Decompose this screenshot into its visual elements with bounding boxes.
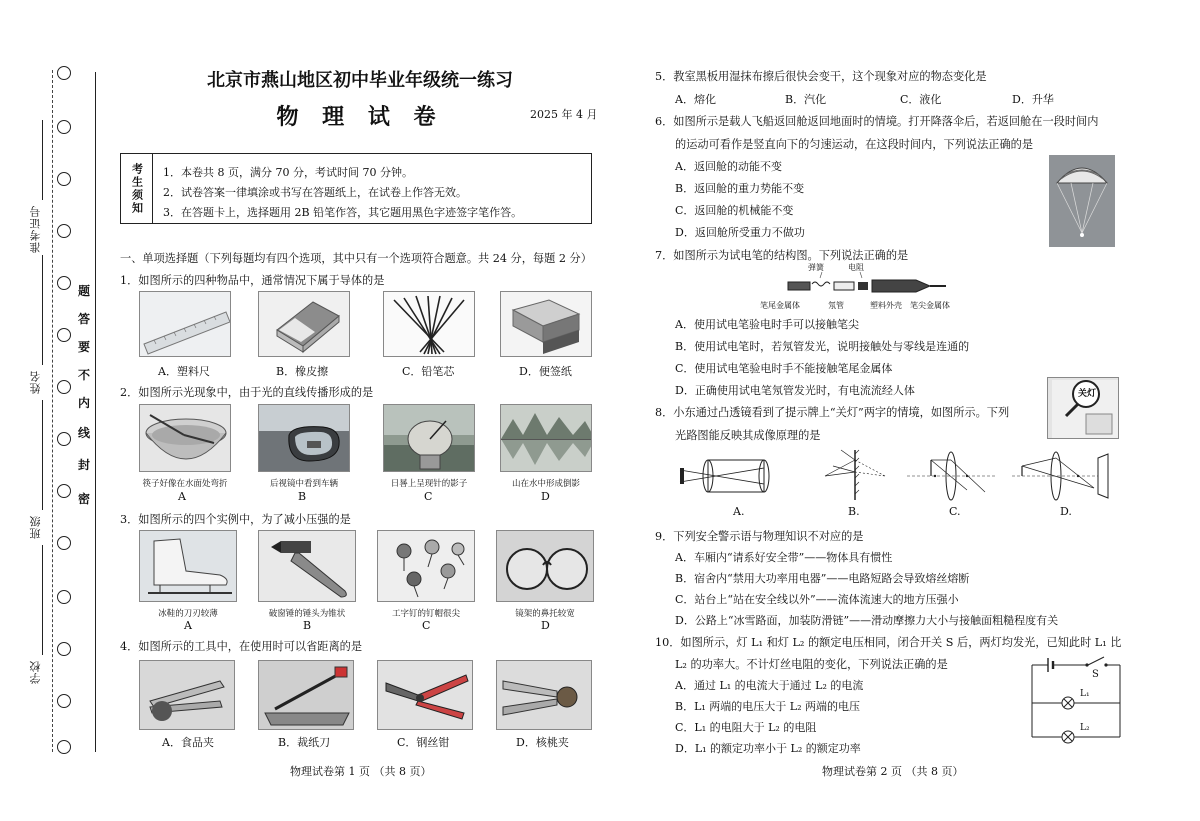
glasses-image — [496, 530, 594, 602]
q3-option-b[interactable]: B — [303, 619, 312, 632]
q6-option-a[interactable]: A．返回舱的动能不变 — [675, 160, 782, 173]
q2-option-d[interactable]: D — [541, 490, 550, 503]
class-underline — [42, 400, 43, 510]
q2-caption-c: 日晷上呈现针的影子 — [390, 479, 468, 489]
label-class: 班级 — [29, 515, 42, 539]
q2-caption-d: 山在水中形成倒影 — [511, 479, 580, 489]
q2-caption-b: 后视镜中看到车辆 — [269, 479, 338, 489]
nutcracker-image — [496, 660, 592, 730]
seal-char: 线 — [78, 426, 91, 440]
seal-char: 要 — [78, 340, 91, 354]
rear-mirror-image — [258, 404, 350, 472]
q1-option-c[interactable]: C．铅笔芯 — [402, 365, 455, 378]
q9-option-b[interactable]: B．宿舍内“禁用大功率用电器”——电路短路会导致熔丝熔断 — [675, 572, 970, 585]
q2-option-b[interactable]: B — [298, 490, 307, 503]
notice-item: 3．在答题卡上，选择题用 2B 铅笔作答，其它题用黑色字迹签字笔作答。 — [163, 206, 523, 219]
school-underline — [42, 545, 43, 655]
q10-option-b[interactable]: B．L₁ 两端的电压大于 L₂ 两端的电压 — [675, 700, 861, 713]
circuit-label-l2: L₂ — [1080, 723, 1090, 733]
q7-option-c[interactable]: C．使用试电笔验电时手不能接触笔尾金属体 — [675, 362, 893, 375]
binding-hole — [57, 694, 71, 708]
q5-option-d[interactable]: D．升华 — [1012, 93, 1054, 106]
question-4: 4．如图所示的工具中，在使用时可以省距离的是 — [120, 640, 363, 653]
q9-option-d[interactable]: D．公路上“冰雪路面，加装防滑链”——滑动摩擦力大小与接触面粗糙程度有关 — [675, 614, 1059, 627]
question-3: 3．如图所示的四个实例中，为了减小压强的是 — [120, 513, 351, 526]
question-8-line-2: 光路图能反映其成像原理的是 — [675, 429, 821, 442]
binding-hole — [57, 590, 71, 604]
q7-option-a[interactable]: A．使用试电笔验电时手可以接触笔尖 — [675, 318, 859, 331]
q1-option-a[interactable]: A．塑料尺 — [158, 365, 210, 378]
seal-char: 内 — [78, 396, 91, 410]
q3-caption-d: 镜架的鼻托较宽 — [515, 609, 575, 619]
binding-hole — [57, 276, 71, 290]
pen-part-tail-metal: 笔尾金属体 — [760, 301, 800, 310]
q10-option-c[interactable]: C．L₁ 的电阻大于 L₂ 的电阻 — [675, 721, 817, 734]
q9-option-a[interactable]: A．车厢内“请系好安全带”——物体具有惯性 — [675, 551, 893, 564]
parachute-capsule-image — [1049, 155, 1115, 247]
subject-title: 物 理 试 卷 — [276, 104, 444, 130]
exam-date: 2025 年 4 月 — [530, 108, 598, 121]
q4-option-b[interactable]: B．裁纸刀 — [278, 736, 331, 749]
question-10-line-1: 10．如图所示，灯 L₁ 和灯 L₂ 的额定电压相同，闭合开关 S 后，两灯均发光，已知此时 L₁ 比 — [655, 636, 1122, 649]
page-2-footer: 物理试卷第 2 页 （共 8 页） — [822, 765, 964, 778]
seal-char: 答 — [78, 312, 91, 326]
push-pins-image — [377, 530, 475, 602]
binding-hole — [57, 536, 71, 550]
label-name: 姓名 — [29, 370, 42, 394]
binding-hole — [57, 66, 71, 80]
question-9: 9．下列安全警示语与物理知识不对应的是 — [655, 530, 864, 543]
paper-cutter-image — [258, 660, 354, 730]
notice-list — [163, 163, 522, 223]
pen-part-tip-metal: 笔尖金属体 — [910, 301, 950, 310]
section-heading: 一、单项选择题（下列每题均有四个选项，其中只有一个选项符合题意。共 24 分，每题 2 分） — [120, 252, 592, 265]
seal-line — [95, 72, 96, 752]
q5-option-a[interactable]: A．熔化 — [675, 93, 716, 106]
q7-option-d[interactable]: D．正确使用试电笔氖管发光时，有电流流经人体 — [675, 384, 915, 397]
pencil-lead-image — [383, 291, 475, 357]
q3-caption-c: 工字钉的钉帽很尖 — [391, 609, 460, 619]
q2-option-c[interactable]: C — [424, 490, 433, 503]
q3-option-a[interactable]: A — [184, 619, 192, 632]
pen-part-plastic-shell: 塑料外壳 — [870, 301, 902, 310]
magnifier-sign-image — [1047, 377, 1119, 439]
circuit-label-l1: L₁ — [1080, 689, 1090, 699]
q4-option-a[interactable]: A．食品夹 — [162, 736, 214, 749]
q4-option-d[interactable]: D．核桃夹 — [516, 736, 569, 749]
label-exam-id: 准考证号 — [29, 205, 42, 253]
seal-char: 题 — [78, 284, 91, 298]
cut-line — [52, 70, 53, 752]
notice-item: 1．本卷共 8 页，满分 70 分，考试时间 70 分钟。 — [163, 166, 413, 179]
binding-hole — [57, 740, 71, 754]
q10-option-a[interactable]: A．通过 L₁ 的电流大于通过 L₂ 的电流 — [675, 679, 864, 692]
binding-hole — [57, 120, 71, 134]
seal-char: 不 — [78, 368, 91, 382]
binding-hole — [57, 328, 71, 342]
binding-hole — [57, 224, 71, 238]
q8-option-b[interactable]: B. — [848, 505, 860, 518]
binding-hole — [57, 642, 71, 656]
label-school: 学校 — [29, 660, 42, 684]
q9-option-c[interactable]: C．站台上“站在安全线以外”——流体流速大的地方压强小 — [675, 593, 959, 606]
question-6-line-1: 6．如图所示是载人飞船返回舱返回地面时的情境。打开降落伞后，若返回舱在一段时间内 — [655, 115, 1099, 128]
pen-part-neon-tube: 氖管 — [828, 301, 844, 310]
binding-hole — [57, 432, 71, 446]
question-7: 7．如图所示为试电笔的结构图。下列说法正确的是 — [655, 249, 909, 262]
question-5: 5．教室黑板用湿抹布擦后很快会变干，这个现象对应的物态变化是 — [655, 70, 987, 83]
mountain-reflection-image — [500, 404, 592, 472]
q3-option-c[interactable]: C — [422, 619, 431, 632]
circuit-diagram — [1026, 655, 1126, 751]
test-pen-diagram — [760, 262, 960, 312]
food-tongs-image — [139, 660, 235, 730]
sticky-notes-image — [500, 291, 592, 357]
seal-char: 封 — [78, 458, 91, 472]
binding-hole — [57, 380, 71, 394]
eraser-image — [258, 291, 350, 357]
q8-diagram-d — [1010, 446, 1120, 502]
ice-skate-image — [139, 530, 237, 602]
sundial-image — [383, 404, 475, 472]
question-2: 2．如图所示光现象中，由于光的直线传播形成的是 — [120, 386, 374, 399]
q5-option-b[interactable]: B．汽化 — [785, 93, 827, 106]
ruler-image — [139, 291, 231, 357]
q1-option-b[interactable]: B．橡皮擦 — [276, 365, 329, 378]
page-1-footer: 物理试卷第 1 页 （共 8 页） — [290, 765, 432, 778]
q6-option-c[interactable]: C．返回舱的机械能不变 — [675, 204, 794, 217]
binding-hole — [57, 484, 71, 498]
q8-option-c[interactable]: C. — [949, 505, 961, 518]
q8-option-d[interactable]: D. — [1060, 505, 1072, 518]
exam-title: 北京市燕山地区初中毕业年级统一练习 — [207, 70, 513, 91]
q3-option-d[interactable]: D — [541, 619, 550, 632]
sign-text: 关灯 — [1078, 389, 1097, 399]
q2-caption-a: 筷子好像在水面处弯折 — [142, 479, 228, 489]
question-6-line-2: 的运动可看作是竖直向下的匀速运动，在这段时间内，下列说法正确的是 — [675, 138, 1034, 151]
q6-option-b[interactable]: B．返回舱的重力势能不变 — [675, 182, 805, 195]
safety-hammer-image — [258, 530, 356, 602]
q8-option-a[interactable]: A. — [733, 505, 745, 518]
binding-margin — [0, 0, 100, 821]
notice-box — [120, 153, 592, 224]
wire-pliers-image — [377, 660, 473, 730]
q3-caption-a: 冰鞋的刀刃较薄 — [158, 609, 218, 619]
notice-item: 2．试卷答案一律填涂或书写在答题纸上，在试卷上作答无效。 — [163, 186, 467, 199]
pen-part-spring: 弹簧 — [808, 263, 824, 272]
q4-option-c[interactable]: C．钢丝钳 — [397, 736, 450, 749]
q8-diagram-c — [905, 446, 1000, 502]
q7-option-b[interactable]: B．使用试电笔时，若氖管发光，说明接触处与零线是连通的 — [675, 340, 970, 353]
seal-char: 密 — [78, 492, 91, 506]
q6-option-d[interactable]: D．返回舱所受重力不做功 — [675, 226, 805, 239]
circuit-label-switch: S — [1092, 669, 1099, 680]
chopstick-bowl-image — [139, 404, 231, 472]
id-underline — [42, 120, 43, 200]
binding-hole — [57, 172, 71, 186]
q1-option-d[interactable]: D．便签纸 — [519, 365, 572, 378]
q8-diagram-a — [678, 450, 788, 502]
question-8-line-1: 8．小东通过凸透镜看到了提示牌上“关灯”两字的情境，如图所示。下列 — [655, 406, 1010, 419]
q5-option-c[interactable]: C．液化 — [900, 93, 942, 106]
q10-option-d[interactable]: D．L₁ 的额定功率小于 L₂ 的额定功率 — [675, 742, 861, 755]
notice-label: 考生须知 — [121, 154, 153, 223]
q2-option-a[interactable]: A — [178, 490, 186, 503]
pen-part-resistor: 电阻 — [848, 263, 864, 272]
q8-diagram-b — [815, 446, 895, 502]
name-underline — [42, 255, 43, 365]
q3-caption-b: 破窗锤的锤头为锥状 — [268, 609, 346, 619]
question-10-line-2: L₂ 的功率大。不计灯丝电阻的变化，下列说法正确的是 — [675, 658, 948, 671]
question-1: 1．如图所示的四种物品中，通常情况下属于导体的是 — [120, 274, 385, 287]
